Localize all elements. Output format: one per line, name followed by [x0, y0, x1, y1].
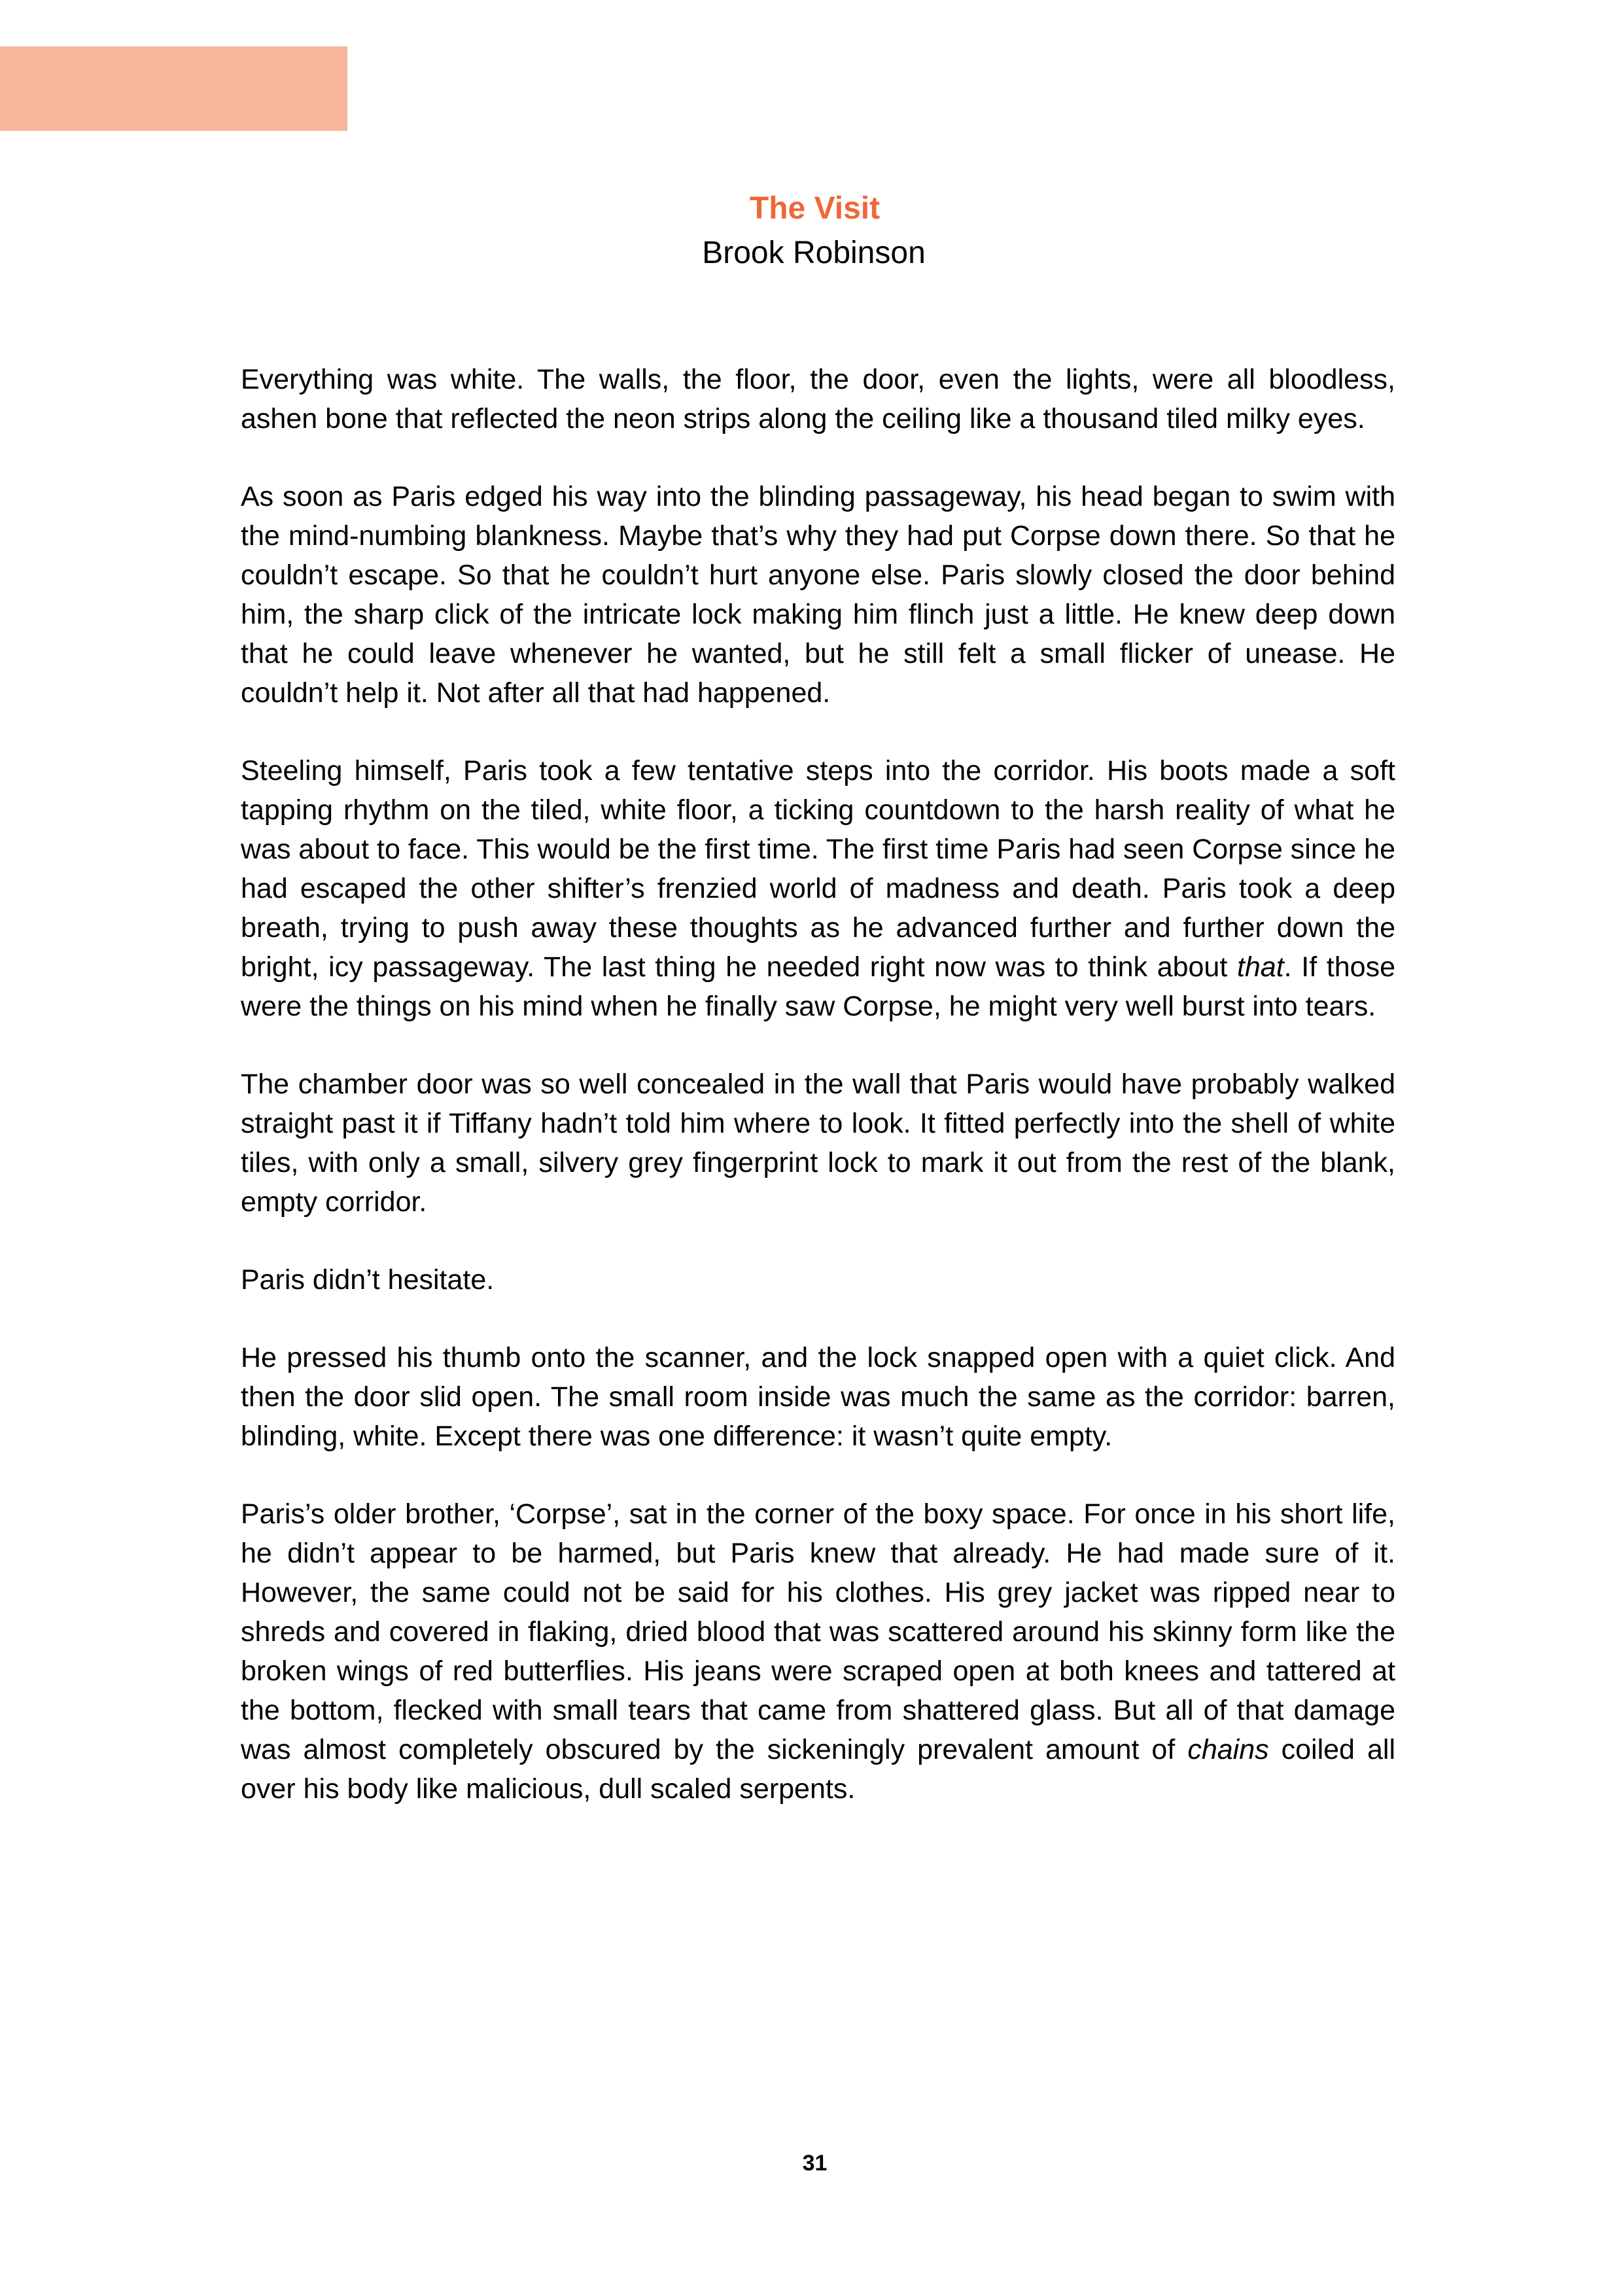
story-title: The Visit	[749, 191, 881, 226]
paragraph-5: Paris didn’t hesitate.	[241, 1264, 495, 1296]
page-number: 31	[802, 2151, 828, 2176]
paragraph-7-italic-word: chains	[1187, 1734, 1269, 1765]
story-author: Brook Robinson	[702, 236, 926, 270]
paragraph-3-text-start: Steeling himself, Paris took a few tentative steps into the corridor. His boots made a soft tapping rhythm on the tiled, white floor, a ticking countdown to the harsh reality of what he was about to face. This would be the first time. The first time Paris had seen Corpse since he had escaped the other shifter’s frenzied world of madness and death. Paris took a deep breath, trying to push away these thoughts as he advanced further and further down the bright, icy passageway. The last thing he needed right now was to think about	[241, 755, 1395, 983]
paragraph-7-text-start: Paris’s older brother, ‘Corpse’, sat in the corner of the boxy space. For once in his short life, he didn’t appear to be harmed, but Paris knew that already. He had made sure of it. However, the same could not be said for his clothes. His grey jacket was ripped near to shreds and covered in flaking, dried blood that was scattered around his skinny form like the broken wings of red butterflies. His jeans were scraped open at both knees and tattered at the bottom, flecked with small tears that came from shattered glass. But all of that damage was almost completely obscured by the sickeningly prevalent amount of	[241, 1498, 1395, 1765]
paragraph-1: Everything was white. The walls, the floor, the door, even the lights, were all bloodless, ashen bone that reflected the neon strips along the ceiling like a thousand tiled milky eyes.	[241, 364, 1395, 434]
paragraph-6: He pressed his thumb onto the scanner, and the lock snapped open with a quiet click. And then the door slid open. The small room inside was much the same as the corridor: barren, blinding, white. Except there was one difference: it wasn’t quite empty.	[241, 1342, 1395, 1452]
story-body	[241, 360, 1395, 1847]
paragraph-3-text-end: . If those were the things on his mind when he finally saw Corpse, he might very well burst into tears.	[241, 951, 1395, 1022]
paragraph-7-text-end: coiled all over his body like malicious, dull scaled serpents.	[241, 1734, 1395, 1805]
paragraph-3	[241, 751, 1395, 1026]
story-header	[0, 186, 1623, 275]
corner-color-tab	[0, 46, 347, 131]
paragraph-3-italic-word: that	[1236, 951, 1284, 983]
paragraph-7	[241, 1494, 1395, 1809]
paragraph-4: The chamber door was so well concealed in the wall that Paris would have probably walked straight past it if Tiffany hadn’t told him where to look. It fitted perfectly into the shell of white tiles, with only a small, silvery grey fingerprint lock to mark it out from the rest of the blank, empty corridor.	[241, 1069, 1395, 1218]
paragraph-2: As soon as Paris edged his way into the blinding passageway, his head began to swim with the mind-numbing blankness. Maybe that’s why they had put Corpse down there. So that he couldn’t escape. So that he couldn’t hurt anyone else. Paris slowly closed the door behind him, the sharp click of the intricate lock making him flinch just a little. He knew deep down that he could leave whenever he wanted, but he still felt a small flicker of unease. He couldn’t help it. Not after all that had happened.	[241, 481, 1395, 709]
